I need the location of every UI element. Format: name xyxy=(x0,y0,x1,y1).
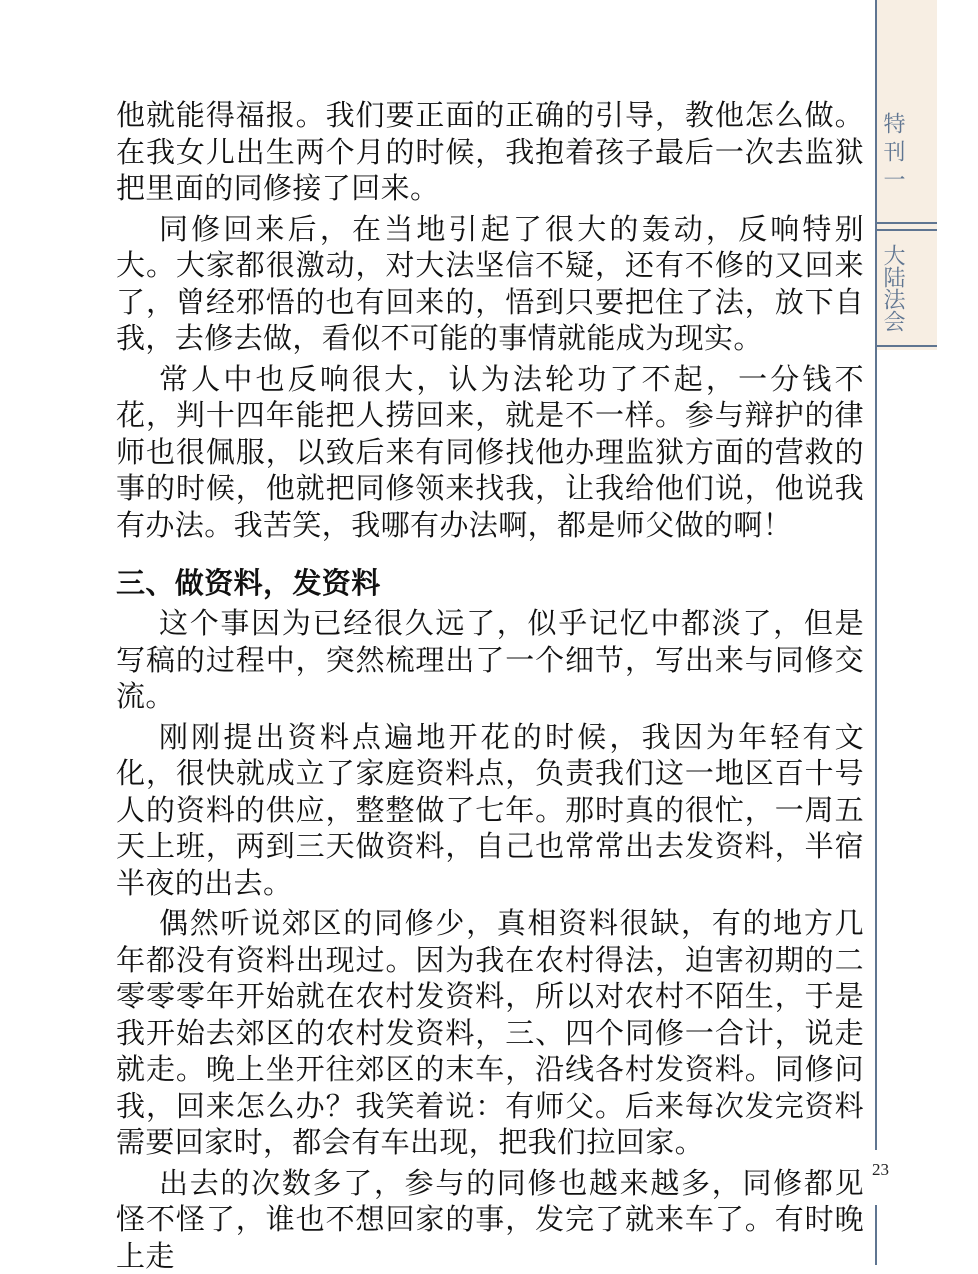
paragraph: 刚刚提出资料点遍地开花的时候，我因为年轻有文化，很快就成立了家庭资料点，负责我们这一地区百十号人的资料的供应，整整做了七年。那时真的很忙，一周五天上班，两到三天做资料，自己也常常出去发资料，半宿半夜的出去。 xyxy=(116,719,864,902)
paragraph: 偶然听说郊区的同修少，真相资料很缺，有的地方几年都没有资料出现过。因为我在农村得法，迫害初期的二零零零年开始就在农村发资料，所以对农村不陌生，于是我开始去郊区的农村发资料，三、四个同修一合计，说走就走。晚上坐开往郊区的末车，沿线各村发资料。同修问我，回来怎么办？我笑着说：有师父。后来每次发完资料需要回家时，都会有车出现，把我们拉回家。 xyxy=(116,905,864,1161)
side-tab-label-conference: 大陆法会 xyxy=(878,244,906,332)
side-tab-bottom-rule xyxy=(875,345,937,347)
margin-line xyxy=(875,0,877,1150)
paragraph: 出去的次数多了，参与的同修也越来越多，同修都见怪不怪了，谁也不想回家的事，发完了就来车了。有时晚上走 xyxy=(116,1165,864,1274)
page-number: 23 xyxy=(872,1160,896,1180)
margin-line-lower xyxy=(875,1205,877,1265)
article-body xyxy=(116,97,864,1274)
paragraph: 常人中也反响很大，认为法轮功了不起，一分钱不花，判十四年能把人捞回来，就是不一样。参与辩护的律师也很佩服，以致后来有同修找他办理监狱方面的营救的事的时候，他就把同修领来找我，让我给他们说，他说我有办法。我苦笑，我哪有办法啊，都是师父做的啊！ xyxy=(116,361,864,544)
side-tab-label-special-issue: 特刊一 xyxy=(878,112,906,196)
side-tab-divider xyxy=(875,222,937,224)
side-tab-divider-double xyxy=(875,229,937,231)
paragraph: 这个事因为已经很久远了，似乎记忆中都淡了，但是写稿的过程中，突然梳理出了一个细节，写出来与同修交流。 xyxy=(116,605,864,715)
paragraph: 他就能得福报。我们要正面的正确的引导，教他怎么做。在我女儿出生两个月的时候，我抱着孩子最后一次去监狱把里面的同修接了回来。 xyxy=(116,97,864,207)
section-heading: 三、做资料，发资料 xyxy=(116,563,864,603)
paragraph: 同修回来后，在当地引起了很大的轰动，反响特别大。大家都很激动，对大法坚信不疑，还有不修的又回来了，曾经邪悟的也有回来的，悟到只要把住了法，放下自我，去修去做，看似不可能的事情就能成为现实。 xyxy=(116,211,864,357)
